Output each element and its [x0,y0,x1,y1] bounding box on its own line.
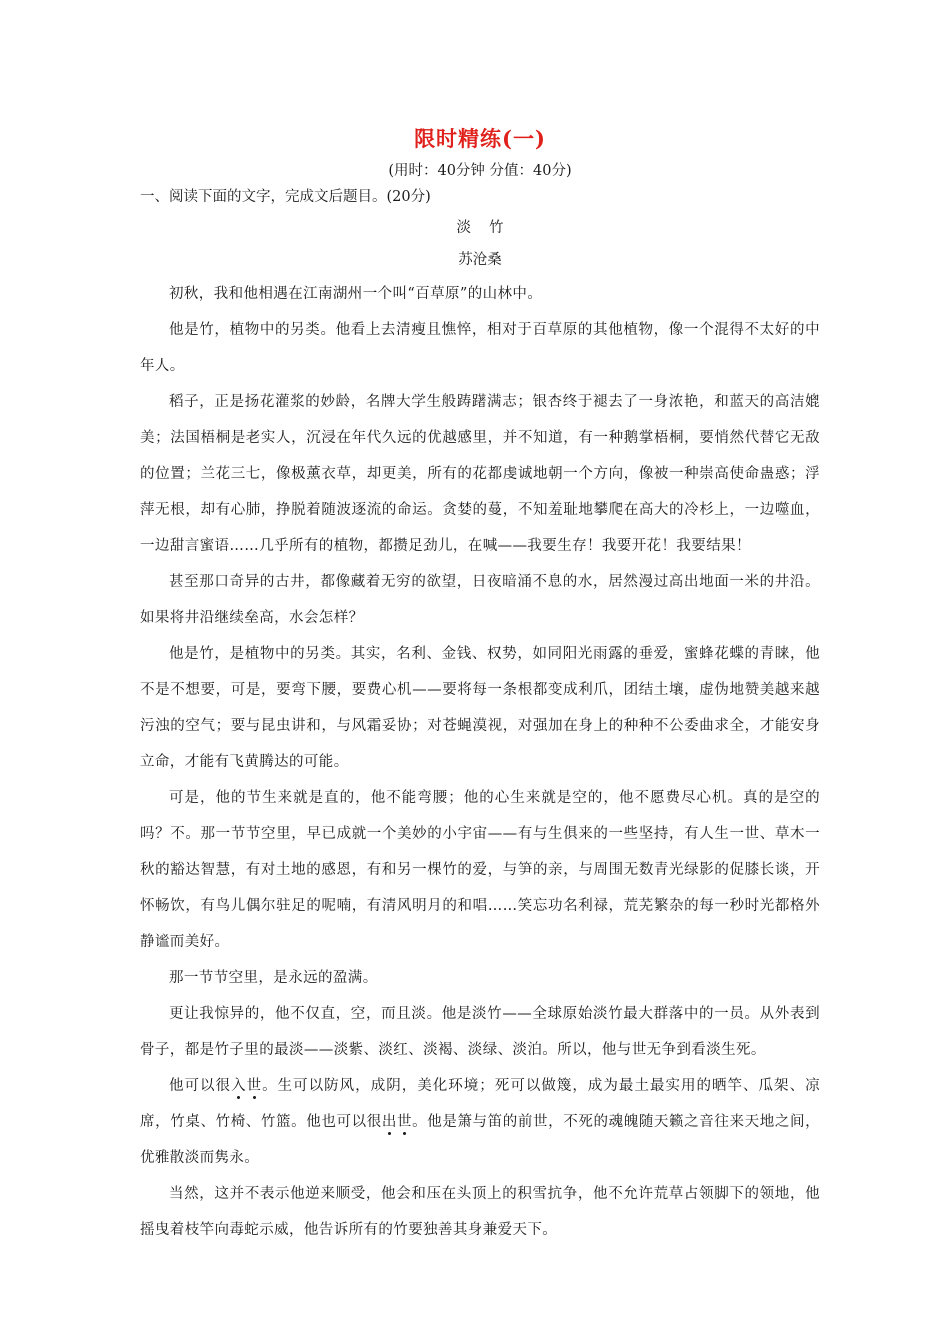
emphasis-char: 世 [246,1078,263,1094]
paragraph-3: 稻子，正是扬花灌浆的妙龄，名牌大学生般踌躇满志；银杏终于褪去了一身浓艳，和蓝天的高洁媲美；法国梧桐是老实人，沉浸在年代久远的优越感里，并不知道，有一种鹅掌梧桐，要悄然代替它无敌的位置；兰花三七，像极薰衣草，却更美，所有的花都虔诚地朝一个方向，像被一种崇高使命蛊惑；浮萍无根，却有心肺，挣脱着随波逐流的命运。贪婪的蔓，不知羞耻地攀爬在高大的冷杉上，一边噬血，一边甜言蜜语……几乎所有的植物，都攒足劲儿，在喊——我要生存！我要开花！我要结果！ [140,394,820,554]
time-score-info: (用时：40分钟 分值：40分) [388,163,572,179]
paragraph-7: 那一节节空里，是永远的盈满。 [169,970,378,986]
emphasis-word-ru-shi [231,1078,262,1094]
emphasis-char: 入 [231,1078,247,1094]
paragraph-5: 他是竹，是植物中的另类。其实，名利、金钱、权势，如同阳光雨露的垂爱，蜜蜂花蝶的青睐，他不是不想要，可是，要弯下腰，要费心机——要将每一条根都变成利爪，团结土壤，虚伪地赞美越来越污浊的空气；要与昆虫讲和，与风霜妥协；对苍蝇漠视，对强加在身上的种种不公委曲求全，才能安身立命，才能有飞黄腾达的可能。 [140,646,820,770]
emphasis-word-chu-shi [382,1114,412,1130]
document-page [140,124,820,1248]
paragraph-6: 可是，他的节生来就是直的，他不能弯腰；他的心生来就是空的，他不愿费尽心机。真的是空的吗？不。那一节节空里，早已成就一个美妙的小宇宙——有与生俱来的一些坚持，有人生一世、草木一秋的豁达智慧，有对土地的感恩，有和另一棵竹的爱，与笋的亲，与周围无数青光绿影的促膝长谈，开怀畅饮，有鸟儿偶尔驻足的呢喃，有清风明月的和唱……笑忘功名利禄，荒芜繁杂的每一秒时光都格外静谧而美好。 [140,790,820,950]
article-title: 淡竹 [456,220,522,236]
paragraph-4: 甚至那口奇异的古井，都像藏着无穷的欲望，日夜暗涌不息的水，居然漫过高出地面一米的井沿。如果将井沿继续垒高，水会怎样？ [140,574,820,626]
paragraph-9-text-b: 。生可以防风，成阴，美化环境；死可以做篾，成为最土最实用的晒竿、瓜架、凉席，竹桌、竹椅、竹篮。他也可以很 [140,1078,820,1130]
article-author: 苏沧桑 [458,252,502,268]
paragraph-10: 当然，这并不表示他逆来顺受，他会和压在头顶上的积雪抗争，他不允许荒草占领脚下的领地，他摇曳着枝竿向毒蛇示威，他告诉所有的竹要独善其身兼爱天下。 [140,1186,820,1238]
paragraph-1: 初秋，我和他相遇在江南湖州一个叫“百草原”的山林中。 [169,286,543,302]
emphasis-char: 出 [381,1114,397,1130]
emphasis-char: 世 [396,1114,413,1130]
paragraph-2: 他是竹，植物中的另类。他看上去清瘦且憔悴，相对于百草原的其他植物，像一个混得不太好的中年人。 [140,322,820,374]
paragraph-9 [140,1068,820,1176]
paragraph-9-text-c: 。他是箫与笛的前世，不死的魂魄随天籁之音往来天地之间，优雅散淡而隽永。 [140,1114,820,1166]
page-title: 限时精练(一) [414,126,546,151]
paragraph-9-text-a: 他可以很 [169,1078,232,1094]
paragraph-8: 更让我惊异的，他不仅直，空，而且淡。他是淡竹——全球原始淡竹最大群落中的一员。从外表到骨子，都是竹子里的最淡——淡紫、淡红、淡褐、淡绿、淡泊。所以，他与世无争到看淡生死。 [140,1006,820,1058]
section-heading: 一、阅读下面的文字，完成文后题目。(20分) [140,189,431,205]
